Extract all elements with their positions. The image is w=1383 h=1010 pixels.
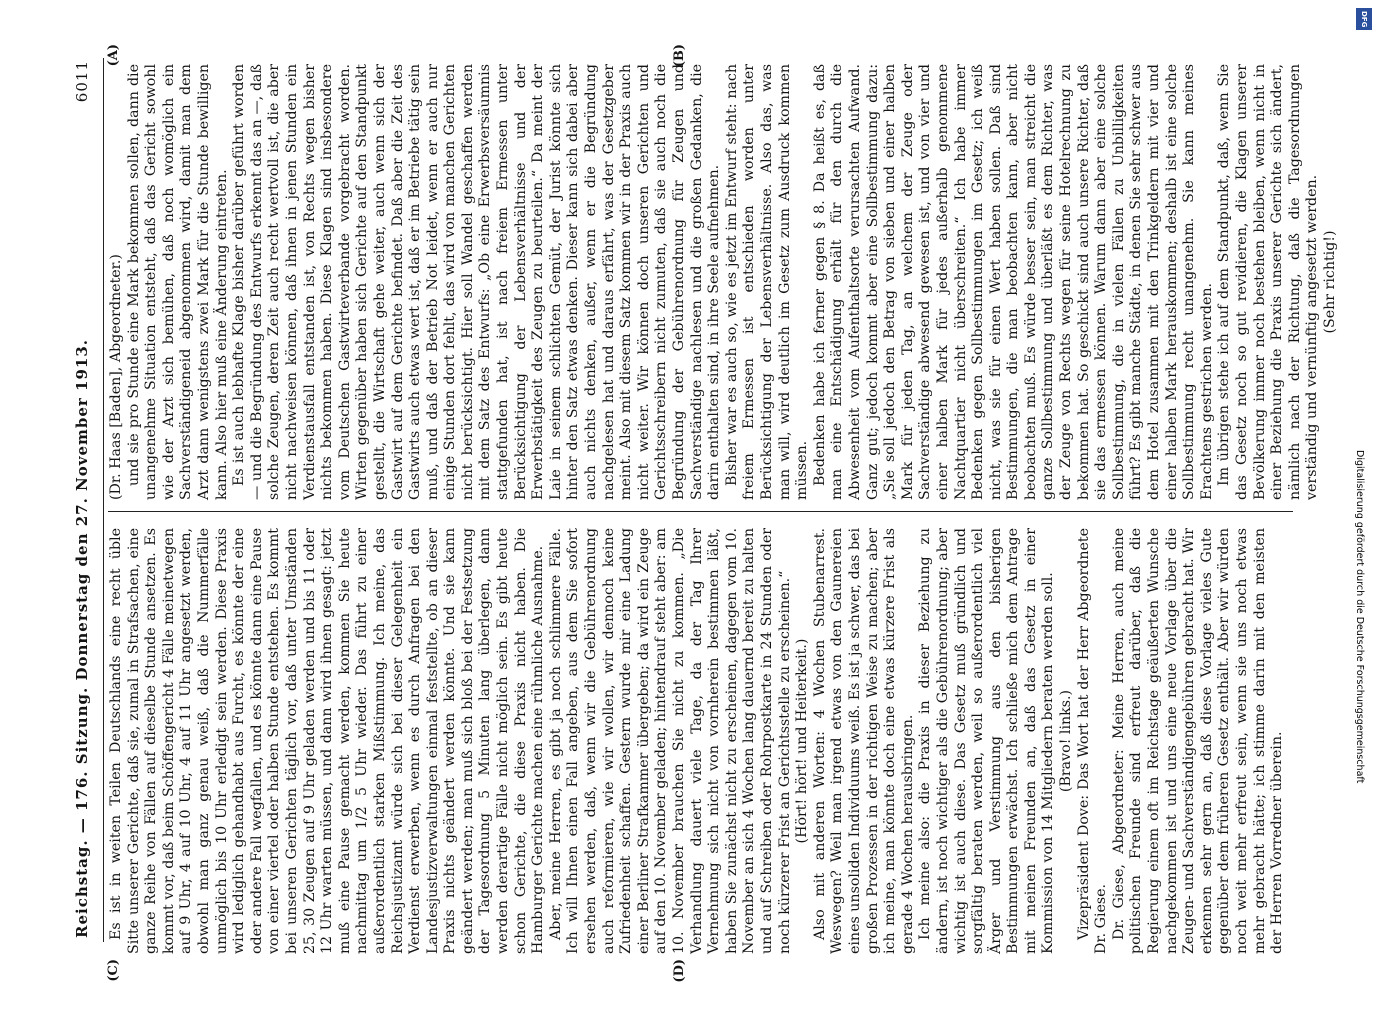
- page-header: [67, 0, 97, 1000]
- margin-marker-d: (D): [672, 959, 687, 983]
- dfg-logo: DFG: [1356, 8, 1372, 30]
- interjection: (Bravo! links.): [1058, 689, 1075, 793]
- paragraph: Ich meine also: die Praxis in dieser Beziehung zu ändern, ist noch wichtiger als die Gebührenordnung; aber wichtig ist auch diese. Das Gesetz muß gründlich und sorgfältig beraten werden, weil so außerordentlich viel Ärger und Verstimmung aus den bisherigen Bestimmungen erwächst. Ich schließe mich dem Antrage mit meinen Freunden an, daß das Gesetz in einer Kommission von 14 Mitgliedern beraten werden soll.: [917, 528, 1057, 954]
- column-intro: (Dr. Haas [Baden], Abgeordneter.): [108, 254, 124, 500]
- paragraph: Im übrigen stehe ich auf dem Standpunkt, daß, wenn Sie das Gesetz noch so gut revidieren, die Klagen unserer Bevölkerung immer noch bestehen bleiben, wenn nicht in einer Beziehung die Praxis unserer Gerichte sich ändert, nämlich nach der Richtung, daß die Tagesordnungen verständig und vernünftig angesetzt werden.: [1216, 64, 1321, 500]
- paragraph: und sie pro Stunde eine Mark bekommen sollen, dann die unangenehme Situation entsteht, daß das Gericht sowohl wie der Arzt sich bemühen, daß noch womöglich ein Sachverständigeneid abgenommen wird, damit man dem Arzt dann wenigstens zwei Mark für die Stunde bewilligen kann. Also hier muß eine Änderung eintreten.: [125, 64, 230, 500]
- paragraph: Bisher war es auch so, wie es jetzt im Entwurf steht: nach freiem Ermessen ist entschieden worden unter Berücksichtigung der Lebensverhältnisse. Also das, was man will, wird deutlich im Gesetz zum Ausdruck kommen müssen.: [723, 64, 811, 500]
- header-title: Reichstag. — 176. Sitzung. Donnerstag den 27. November 1913.: [73, 339, 91, 938]
- column-divider: [108, 511, 1293, 512]
- speech-paragraph: Dr. Giese, Abgeordneter: Meine Herren, auch meine politischen Freunde sind erfreut darüber, daß die Regierung einem oft im Reichstage geäußerten Wunsche nachgekommen ist und uns eine neue Vorlage über die Zeugen- und Sachverständigengebühren gebracht hat. Wir erkennen sehr gern an, daß diese Vorlage vieles Gute gegenüber dem früheren Gesetz enthält. Aber wir würden noch weit mehr erfreut sein, wenn sie uns noch etwas mehr gebracht hätte; ich stimme darin mit den meisten der Herren Vorredner überein.: [1110, 528, 1286, 954]
- margin-marker-c: (C): [106, 959, 121, 982]
- right-column: [108, 528, 1293, 954]
- interjection: (Sehr richtig!): [1321, 230, 1338, 334]
- digitization-credit: Digitalisierung gefördert durch die Deutsche Forschungsgemeinschaft: [1354, 450, 1365, 784]
- margin-marker-b: (B): [672, 44, 687, 68]
- paragraph: Aber, meine Herren, es gibt ja noch schlimmere Fälle. Ich will Ihnen einen Fall angeben, aus dem Sie sofort ersehen werden, daß, wenn wir die Gebührenordnung auch reformieren, wie wir wollen, wir dennoch keine Zufriedenheit schaffen. Gestern wurde mir eine Ladung einer Berliner Strafkammer übergeben; da wird ein Zeuge auf den 10. November geladen; hintendrauf steht aber: am 10. November brauchen Sie nicht zu kommen. „Die Verhandlung dauert viele Tage, da der Tag Ihrer Vernehmung sich nicht von vornherein bestimmen läßt, haben Sie zunächst nicht zu erscheinen, dagegen vom 10. November an sich 4 Wochen lang dauernd bereit zu halten und auf Schreiben oder Rohrpostkarte in 24 Stunden oder noch kürzerer Frist an Gerichtsstelle zu erscheinen.“: [547, 528, 793, 954]
- paragraph: Also mit anderen Worten: 4 Wochen Stubenarrest. Weswegen? Weil man irgend etwas von den Gaunereien eines unsoliden Individuums weiß. Es ist ja schwer, das bei großen Prozessen in der richtigen Weise zu machen; aber ich meine, man könnte doch eine etwas kürzere Frist als gerade 4 Wochen herausbringen.: [811, 528, 916, 954]
- page-number: 6011: [73, 60, 91, 103]
- paragraph: Bedenken habe ich ferner gegen § 8. Da heißt es, daß man eine Entschädigung erhält für den durch die Abwesenheit vom Aufenthaltsorte verursachten Aufwand. Ganz gut; jedoch kommt aber eine Sollbestimmung dazu: „Sie soll jedoch den Betrag von sieben und einer halben Mark für jeden Tag, an welchem der Zeuge oder Sachverständige abwesend gewesen ist, und von vier und einer halben Mark für jedes außerhalb genommene Nachtquartier nicht überschreiten.“ Ich habe immer Bedenken gegen Sollbestimmungen im Gesetz; ich weiß nicht, was sie für einen Wert haben sollen. Daß sind Bestimmungen, die man beobachten kann, aber nicht beobachten muß. Es würde besser sein, man streicht die ganze Sollbestimmung und überläßt es dem Richter, was der Zeuge von Rechts wegen für seine Hotelrechnung zu bekommen hat. So geschickt sind auch unsere Richter, daß sie das ermessen können. Warum dann aber eine solche Sollbestimmung, die in vielen Fällen zu Unbilligkeiten führt? Es gibt manche Städte, in denen Sie sehr schwer aus dem Hotel zusammen mit den Trinkgeldern mit vier und einer halben Mark herauskommen; deshalb ist eine solche Sollbestimmung recht unangenehm. Sie kann meines Erachtens gestrichen werden.: [811, 64, 1215, 500]
- header-rule: [103, 58, 104, 942]
- margin-marker-a: (A): [106, 44, 121, 67]
- chair-statement: Vizepräsident Dove: Das Wort hat der Herr Abgeordnete Dr. Giese.: [1075, 528, 1110, 954]
- left-column: [108, 64, 1338, 500]
- interjection: (Hört! hört! und Heiterkeit.): [794, 638, 811, 844]
- paragraph: Es ist auch lebhafte Klage bisher darüber geführt worden — und die Begründung des Entwurfs erkennt das an —, daß solche Zeugen, deren Zeit auch recht wertvoll ist, die aber nicht nachweisen können, daß ihnen in jenen Stunden ein Verdienstausfall entstanden ist, von Rechts wegen bisher nichts bekommen haben. Diese Klagen sind insbesondere vom Deutschen Gastwirteverbande vorgebracht worden. Wirten gegenüber haben sich Gerichte auf den Standpunkt gestellt, die Wirtschaft gehe weiter, auch wenn sich der Gastwirt auf dem Gerichte befindet. Daß aber die Zeit des Gastwirts auch etwas wert ist, daß er im Betriebe tätig sein muß, und daß der Betrieb Not leidet, wenn er auch nur einige Stunden dort fehlt, das wird von manchen Gerichten nicht berücksichtigt. Hier soll Wandel geschaffen werden mit dem Satz des Entwurfs: „Ob eine Erwerbsversäumnis stattgefunden hat, ist nach freiem Ermessen unter Berücksichtigung der Lebensverhältnisse und der Erwerbstätigkeit des Zeugen zu beurteilen.“ Da meint der Laie in seinem schlichten Gemüt, der Jurist könnte sich hinter den Satz etwas denken. Dieser kann sich dabei aber auch nichts denken, außer, wenn er die Begründung nachgelesen hat und daraus erfährt, was der Gesetzgeber meint. Also mit diesem Satz kommen wir in der Praxis auch nicht weiter. Wir können doch unseren Gerichten und Gerichtsschreibern nicht zumuten, daß sie auch noch die Begründung der Gebührenordnung für Zeugen und Sachverständige nachlesen und die großen Gedanken, die darin enthalten sind, in ihre Seele aufnehmen.: [231, 64, 723, 500]
- paragraph: Es ist in weiten Teilen Deutschlands eine recht üble Sitte unserer Gerichte, daß sie, zumal in Strafsachen, eine ganze Reihe von Fällen auf dieselbe Stunde ansetzen. Es kommt vor, daß beim Schöffengericht 4 Fälle meinetwegen auf 9 Uhr, 4 auf 10 Uhr, 4 auf 11 Uhr angesetzt werden, obwohl man ganz genau weiß, daß die Nummerfälle unmöglich bis 10 Uhr erledigt sein werden. Diese Praxis wird lediglich gehandhabt aus Furcht, es könnte der eine oder andere Fall wegfallen, und es könnte dann eine Pause von einer viertel oder halben Stunde entstehen. Es kommt bei unseren Gerichten täglich vor, daß unter Umständen 25, 30 Zeugen auf 9 Uhr geladen werden und bis 11 oder 12 Uhr warten müssen, und dann wird ihnen gesagt: jetzt muß eine Pause gemacht werden, kommen Sie heute nachmittag um 1/2 5 Uhr wieder. Das führt zu einer außerordentlich starken Mißstimmung. Ich meine, das Reichsjustizamt würde sich bei dieser Gelegenheit ein Verdienst erwerben, wenn es durch Anfragen bei den Landesjustizverwaltungen einmal feststellte, ob an dieser Praxis nichts geändert werden könnte. Und sie kann geändert werden; man muß sich bloß bei der Festsetzung der Tagesordnung 5 Minuten lang überlegen, dann werden derartige Fälle nicht möglich sein. Es gibt heute schon Gerichte, die diese Praxis nicht haben. Die Hamburger Gerichte machen eine rühmliche Ausnahme.: [108, 528, 547, 954]
